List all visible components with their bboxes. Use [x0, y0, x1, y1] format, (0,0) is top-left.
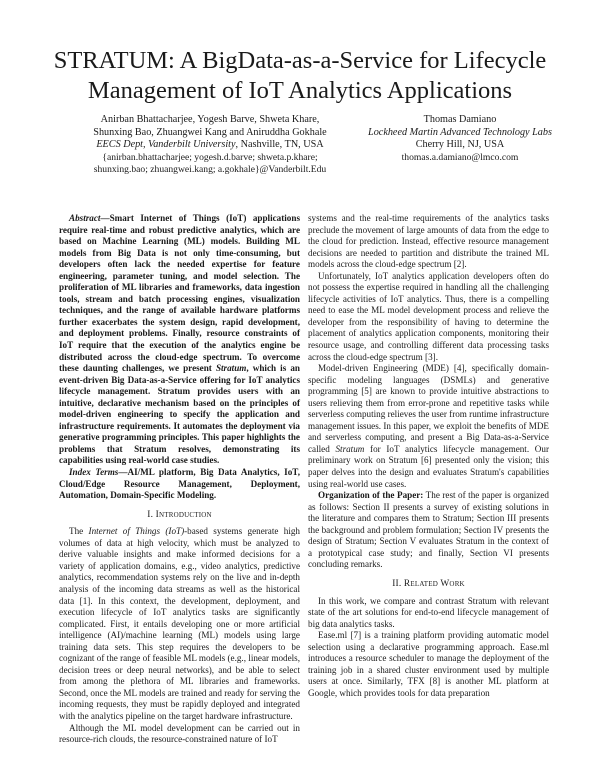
intro-p1-term: Internet of Things (IoT)	[88, 526, 185, 537]
right-paragraph-1: systems and the real-time requirements of the analytics tasks preclude the movement of large amounts of data from the edge to the cloud for prediction. Instead, effective resource management decisions are needed to partition and distribute the trained ML models across the cloud-edge spectrum [2].	[308, 213, 549, 270]
author-emails-1: {anirban.bhattacharjee; yogesh.d.barve; shweta.p.khare;	[102, 151, 318, 163]
author-city-right: Cherry Hill, NJ, USA	[415, 139, 505, 151]
author-emails-2: shunxing.bao; zhuangwei.kang; a.gokhale}@Vanderbilt.Edu	[93, 164, 327, 176]
organization-lead: Organization of the Paper:	[318, 490, 424, 501]
intro-paragraph-1	[59, 526, 300, 722]
intro-p1-pre: The	[69, 526, 89, 537]
author-org-right: Lockheed Martin Advanced Technology Labs	[368, 126, 552, 138]
title-line-1: STRATUM: A BigData-as-a-Service for Lifecycle	[53, 47, 547, 74]
right-column	[308, 213, 549, 699]
right-p3-stratum: Stratum	[335, 443, 365, 454]
author-dept: EECS Dept, Vanderbilt University	[96, 139, 236, 151]
abstract-body: —Smart Internet of Things (IoT) applications require real-time and robust predictive analytics, which are based on Machine Learning (ML) models. Building ML models from Big Data is not only time-consuming, but developers often lack the needed expertise for feature engineering, parameter tuning, and model selection. The proliferation of ML libraries and frameworks, data ingestion tools, stream and batch processing engines, visualization techniques, and the range of available hardware platforms further exacerbates the system design, rapid development, and deployment problems. Finally, resource constraints of IoT require that the execution of the analytics engine be distributed across the cloud-edge spectrum. To overcome these daunting challenges, we present	[59, 213, 300, 374]
right-paragraph-3	[308, 363, 549, 490]
index-terms-body: —AI/ML platform, Big Data Analytics, IoT, Cloud/Edge Resource Management, Deployment, Automation, Domain-Specific Modeling.	[59, 467, 300, 501]
organization-paragraph	[308, 490, 549, 571]
left-column	[59, 213, 300, 746]
right-p3-pre: Model-driven Engineering (MDE) [4], specifically domain-specific modeling languages (DSMLs) and generative programming [5] are known to provide intuitive abstractions to users relieving them from error-prone and repetitive tasks while serverless computing relieves the user from runtime infrastructure management issues. In this paper, we exploit the benefits of MDE and serverless computing, and present a Big Data-as-a-Service called	[308, 363, 549, 454]
author-names-1: Anirban Bhattacharjee, Yogesh Barve, Shweta Khare,	[100, 114, 320, 125]
section-heading-introduction: I. Introduction	[147, 509, 212, 520]
title-line-2: Management of IoT Analytics Applications	[87, 77, 513, 104]
author-email-right: thomas.a.damiano@lmco.com	[401, 151, 519, 163]
related-work-paragraph-2: Ease.ml [7] is a training platform providing automatic model selection using a declarative programming approach. Ease.ml introduces a resource scheduler to manage the deployment of the training job in a shared cluster environment used by multiple users at once. Similarly, TFX [8] is another ML platform at Google, which provides tools for data preparation	[308, 630, 549, 698]
right-p3-post: for IoT analytics lifecycle management. Our preliminary work on Stratum [6] presented only the vision; this paper delves into the design and evaluates Stratum's capabilities using real-world use cases.	[308, 443, 549, 489]
author-name-right: Thomas Damiano	[423, 114, 497, 125]
index-terms	[59, 467, 300, 502]
index-terms-lead: Index Terms	[69, 467, 119, 478]
intro-p1-post: -based systems generate high volumes of data at high velocity, which must be analyzed to derive valuable insights and make informed decisions for a variety of application domains, e.g., video analytics, predictive analytics, recommendation systems rely on the live and in-depth analysis of the incoming data streams as well as the historical data [1]. In this context, the development, deployment, and execution lifecycle of IoT analytics tasks are significantly complicated. First, it entails developing one or more artificial intelligence (AI)/machine learning (ML) models using large training data sets. This step requires the developers to be cognizant of the range of feasible ML models (e.g., linear models, decision trees or deep neural networks), and be able to select from among the plethora of ML libraries and frameworks. Second, once the ML models are trained and ready for serving the incoming requests, they must be rapidly deployed and integrated with the analytics pipeline on the target hardware infrastructure.	[59, 526, 300, 721]
organization-body: The rest of the paper is organized as follows: Section II presents a survey of existing solutions in the literature and compares them to Stratum; Section III presents the background and problem formulation; Section IV presents the design of Stratum; Section V evaluates Stratum in the context of a prototypical case study; and finally, Section VI presents concluding remarks.	[308, 490, 549, 570]
author-affiliation	[60, 139, 360, 152]
author-names-2: Shunxing Bao, Zhuangwei Kang and Aniruddha Gokhale	[93, 126, 327, 138]
related-work-paragraph-1: In this work, we compare and contrast Stratum with relevant state of the art solutions for end-to-end lifecycle management of big data analytics tasks.	[308, 595, 549, 629]
authors-block-right	[360, 114, 560, 164]
paper-title	[30, 46, 570, 106]
intro-paragraph-2: Although the ML model development can be carried out in resource-rich clouds, the resource-constrained nature of IoT	[59, 722, 300, 745]
authors-block-left	[60, 114, 360, 177]
right-paragraph-2: Unfortunately, IoT analytics application developers often do not possess the expertise required in handling all the challenging lifecycle activities of IoT analytics. Thus, there is a compelling need to ease the ML model development process and relieve the developer from the responsibility of having to determine the placement of analytics application components, monitoring their resource usage, and controlling different data processing tasks across the cloud-edge spectrum [3].	[308, 270, 549, 362]
section-heading-related-work: II. Related Work	[392, 578, 465, 589]
abstract-stratum: Stratum	[215, 363, 247, 374]
abstract-lead: Abstract	[69, 213, 101, 223]
abstract	[59, 213, 300, 467]
author-city: , Nashville, TN, USA	[235, 139, 324, 151]
abstract-body-2: , which is an event-driven Big Data-as-a-Service offering for IoT analytics lifecycle management. Stratum provides users with an intuitive, declarative mechanism based on the principles of model-driven engineering to specify the application and infrastructure requirements. It automates the deployment via generative programming principles. This paper highlights the problems that Stratum resolves, demonstrating its capabilities using real-world case studies.	[59, 363, 300, 466]
